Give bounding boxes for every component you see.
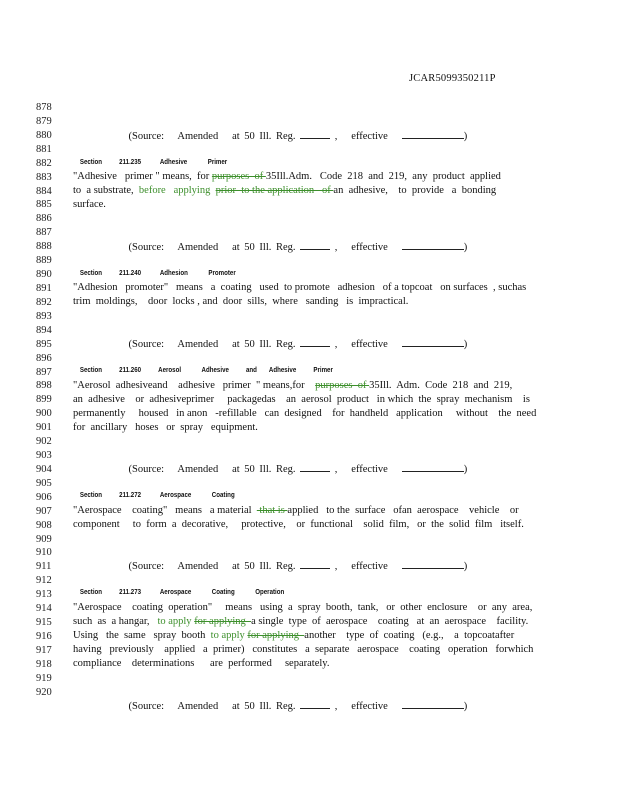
line-number: 909: [36, 533, 52, 545]
line-number: 900: [36, 408, 52, 420]
line-number: 887: [36, 227, 52, 239]
line-number: 920: [36, 686, 52, 698]
line-number: 897: [36, 366, 52, 378]
line-number: 901: [36, 422, 52, 434]
line-number: 878: [36, 102, 52, 113]
line-number: 893: [36, 310, 52, 322]
line-number: 904: [36, 463, 52, 475]
source-note: (Source: Amended at 50 Ill. Reg. , effective ): [110, 449, 467, 488]
source-note: (Source: Amended at 50 Ill. Reg. , effective ): [110, 686, 467, 725]
line-number: 895: [36, 338, 52, 350]
line-number: 918: [36, 658, 52, 670]
line-number: 905: [36, 477, 52, 489]
paragraph-line: surface.: [73, 199, 106, 210]
section-heading: Section 211.273 Aerospace Coating Operation: [79, 587, 285, 596]
paragraph-line: for ancillary hoses or spray equipment.: [73, 422, 258, 433]
line-number: 892: [36, 296, 52, 308]
paragraph-line: "Aerospace coating operation" means using a spray booth, tank, or other enclosure or any area,: [73, 602, 533, 613]
line-number: 890: [36, 269, 52, 280]
line-number: 891: [36, 283, 52, 294]
line-number: 910: [36, 547, 52, 559]
line-number: 879: [36, 115, 52, 127]
paragraph-line: Using the same spray booth to apply for applying another type of coating (e.g., a topcoatafter: [73, 630, 515, 641]
paragraph-line: "Adhesion promoter" means a coating used to promote adhesion of a topcoat on surfaces , suchas: [73, 282, 527, 293]
paragraph-line: trim moldings, door locks , and door sills, where sanding is impractical.: [73, 296, 409, 307]
line-number: 884: [36, 185, 52, 197]
line-number: 899: [36, 394, 52, 406]
source-note: (Source: Amended at 50 Ill. Reg. , effective ): [110, 227, 467, 266]
source-note: (Source: Amended at 50 Ill. Reg. , effective ): [110, 546, 467, 585]
source-note: (Source: Amended at 50 Ill. Reg. , effective ): [110, 324, 467, 363]
line-number: 881: [36, 143, 52, 155]
line-number: 919: [36, 672, 52, 684]
paragraph-line: an adhesive or adhesiveprimer packagedas an aerosol product in which the spray mechanism is: [73, 394, 530, 405]
section-heading: Section 211.235 Adhesive Primer: [79, 157, 228, 166]
line-number: 880: [36, 129, 52, 141]
line-number: 906: [36, 491, 52, 503]
document-id: JCAR5099350211P: [409, 73, 496, 84]
line-number: 894: [36, 324, 52, 336]
line-number: 913: [36, 589, 52, 601]
paragraph-line: permanently housed in anon -refillable can designed for handheld application without the need: [73, 408, 537, 419]
line-number: 889: [36, 255, 52, 267]
line-number: 885: [36, 199, 52, 211]
line-number: 903: [36, 450, 52, 461]
line-number: 917: [36, 644, 52, 656]
line-number: 888: [36, 241, 52, 253]
line-number: 908: [36, 519, 52, 531]
line-number: 882: [36, 157, 52, 169]
paragraph-line: "Adhesive primer " means, for purposes of 35Ill.Adm. Code 218 and 219, any product applied: [73, 171, 501, 182]
line-number: 916: [36, 631, 52, 642]
line-number: 886: [36, 213, 52, 225]
paragraph-line: "Aerosol adhesiveand adhesive primer " means,for purposes of 35Ill. Adm. Code 218 and 219,: [73, 380, 513, 391]
line-number: 915: [36, 617, 52, 628]
line-number: 902: [36, 436, 52, 448]
line-number: 883: [36, 171, 52, 183]
section-heading: Section 211.260 Aerosol Adhesive and Adhesive Primer: [79, 365, 333, 374]
source-note: (Source: Amended at 50 Ill. Reg. , effective ): [110, 116, 467, 155]
line-number: 896: [36, 352, 52, 364]
line-number: 912: [36, 575, 52, 587]
line-number: 898: [36, 380, 52, 392]
paragraph-line: component to form a decorative, protective, or functional solid film, or the solid film itself.: [73, 519, 524, 530]
section-heading: Section 211.272 Aerospace Coating: [79, 490, 235, 499]
line-number: 911: [36, 561, 52, 573]
paragraph-line: compliance determinations are performed separately.: [73, 658, 330, 669]
section-heading: Section 211.240 Adhesion Promoter: [79, 268, 236, 277]
line-number: 907: [36, 505, 52, 517]
paragraph-line: "Aerospace coating" means a material that is applied to the surface ofan aerospace vehicle or: [73, 505, 519, 516]
paragraph-line: having previously applied a primer) constitutes a separate aerospace coating operation forwhich: [73, 644, 534, 655]
line-number: 914: [36, 603, 52, 615]
paragraph-line: to a substrate, before applying prior to the application of an adhesive, to provide a bonding: [73, 185, 497, 196]
paragraph-line: such as a hangar, to apply for applying a single type of aerospace coating at an aerospace facility.: [73, 616, 529, 627]
